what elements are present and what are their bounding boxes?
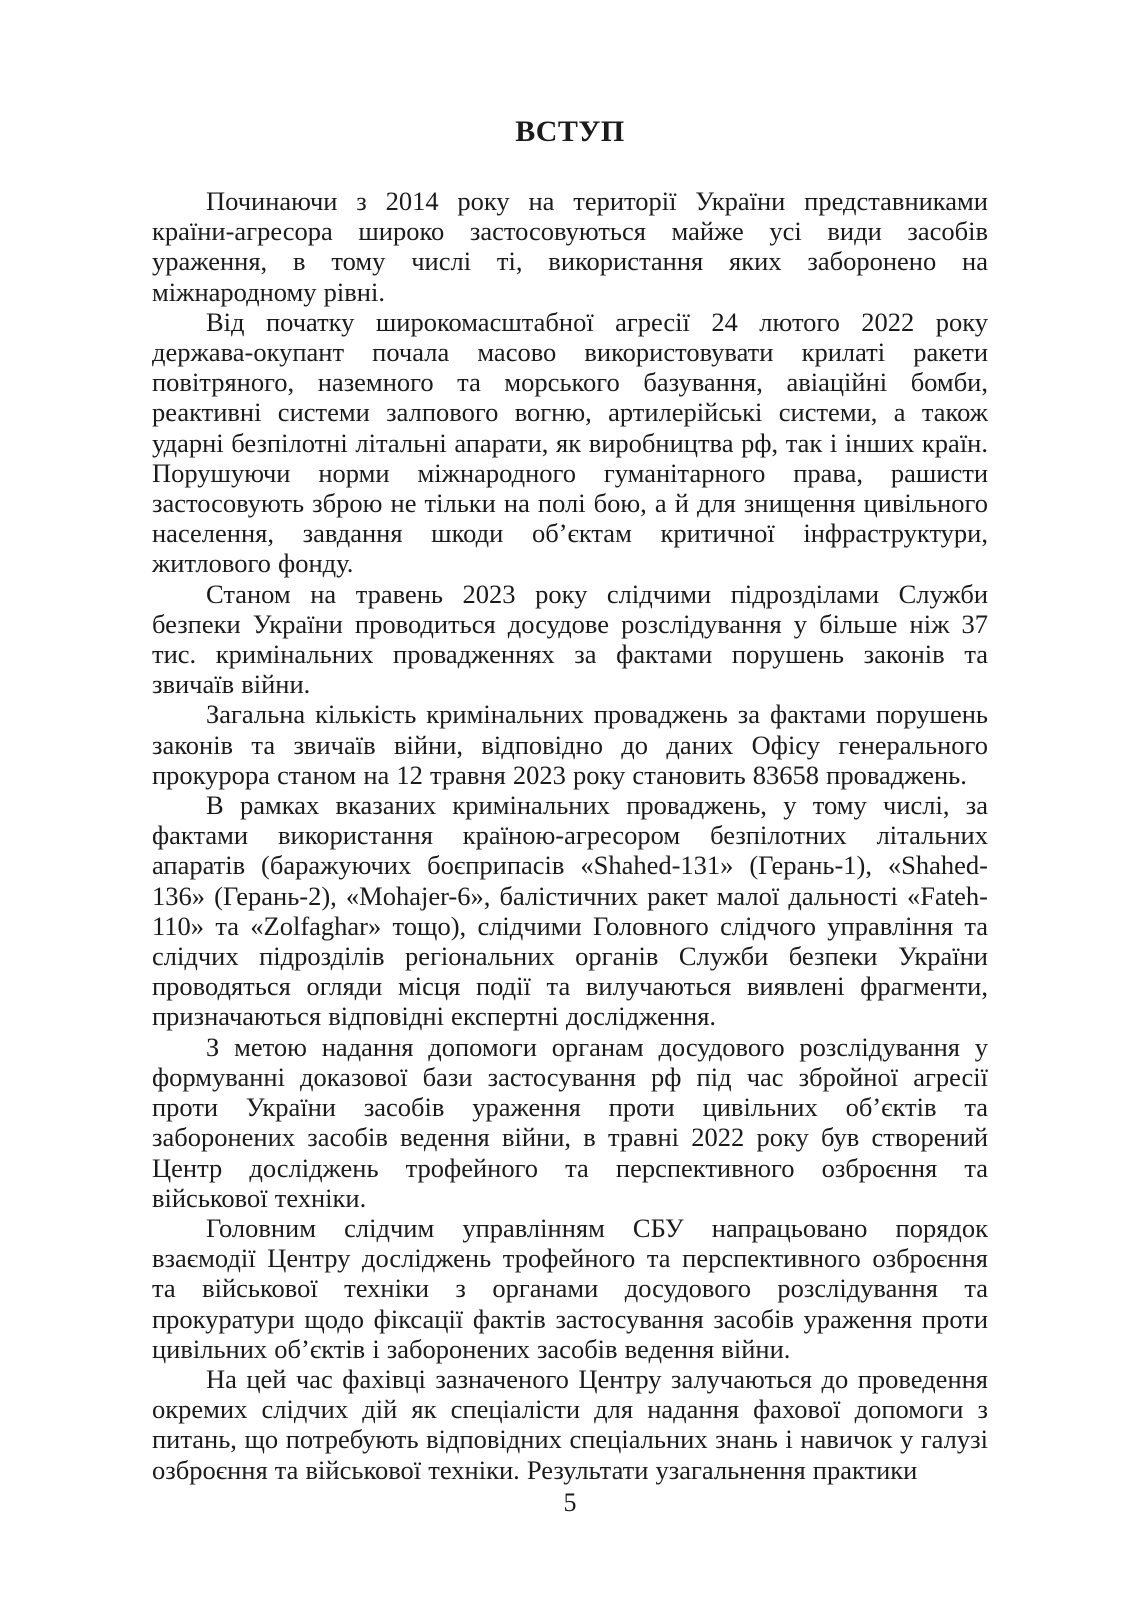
paragraph-2: Від початку широкомасштабної агресії 24 лютого 2022 року держава-окупант почала масово використовувати крилаті ракети повітряного, наземного та морського базування, авіаційні бомби, реактивні системи залпового вогню, артилерійські системи, а також ударні безпілотні літальні апарати, як виробництва рф, так і інших країн. Порушуючи норми міжнародного гуманітарного права, рашисти застосовують зброю не тільки на полі бою, а й для знищення цивільного населення, завдання шкоди об’єктам критичної інфраструктури, житлового фонду. — [152, 306, 988, 579]
paragraph-5: В рамках вказаних кримінальних проваджень, у тому числі, за фактами використання країною-агресором безпілотних літальних апаратів (баражуючих боєприпасів «Shahed-131» (Герань-1), «Shahed-136» (Герань-2), «Mohajer-6», балістичних ракет малої дальності «Fateh-110» та «Zolfaghar» тощо), слідчими Головного слідчого управління та слідчих підрозділів регіональних органів Служби безпеки України проводяться огляди місця події та вилучаються виявлені фрагменти, призначаються відповідні експертні дослідження. — [152, 790, 988, 1032]
page-title: ВСТУП — [515, 115, 625, 148]
paragraph-8: На цей час фахівці зазначеного Центру залучаються до проведення окремих слідчих дій як спеціалісти для надання фахової допомоги з питань, що потребують відповідних спеціальних знань і навичок у галузі озброєння та військової техніки. Результати узагальнення практики — [152, 1363, 988, 1485]
paragraph-6: З метою надання допомоги органам досудового розслідування у формуванні доказової бази застосування рф під час збройної агресії проти України засобів ураження проти цивільних об’єктів та заборонених засобів ведення війни, в травні 2022 року був створений Центр досліджень трофейного та перспективного озброєння та військової техніки. — [152, 1031, 988, 1213]
paragraph-4: Загальна кількість кримінальних проваджень за фактами порушень законів та звичаїв війни, відповідно до даних Офісу генерального прокурора станом на 12 травня 2023 року становить 83658 проваджень. — [152, 699, 988, 790]
page-number: 5 — [563, 1488, 577, 1517]
paragraph-7: Головним слідчим управлінням СБУ напрацьовано порядок взаємодії Центру досліджень трофейного та перспективного озброєння та військової техніки з органами досудового розслідування та прокуратури щодо фіксації фактів застосування засобів ураження проти цивільних об’єктів і заборонених засобів ведення війни. — [152, 1212, 988, 1364]
document-body — [152, 186, 988, 1485]
paragraph-1: Починаючи з 2014 року на території України представниками країни-агресора широко застосовуються майже усі види засобів ураження, в тому числі ті, використання яких заборонено на міжнародному рівні. — [152, 186, 988, 307]
paragraph-3: Станом на травень 2023 року слідчими підрозділами Служби безпеки України проводиться досудове розслідування у більше ніж 37 тис. кримінальних провадженнях за фактами порушень законів та звичаїв війни. — [152, 578, 988, 700]
